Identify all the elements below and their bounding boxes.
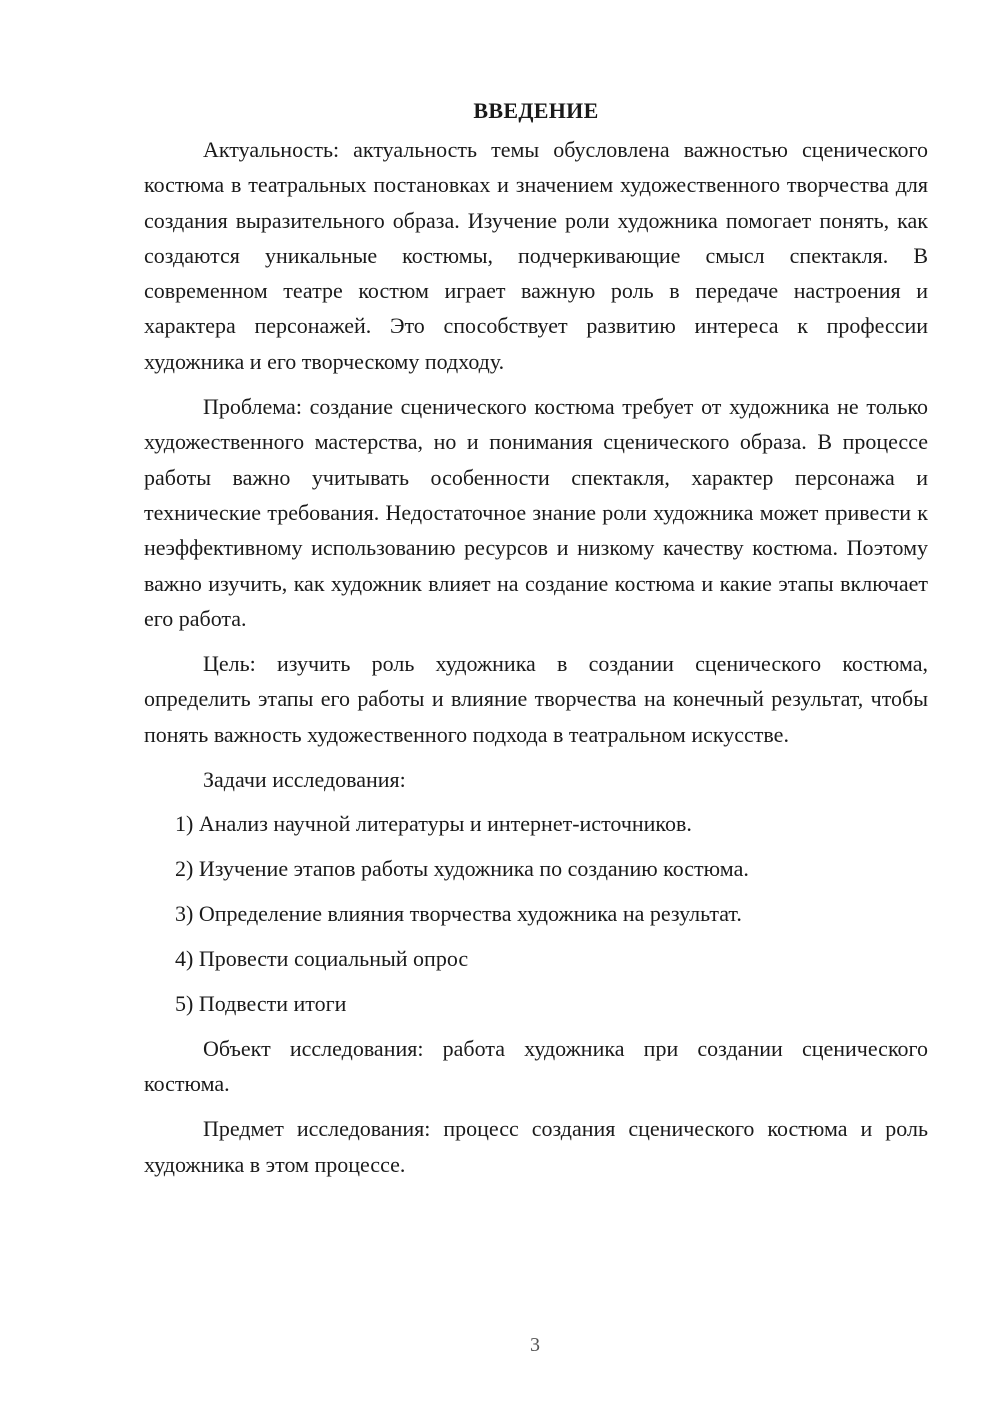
tasks-list [144, 806, 928, 1021]
subject-paragraph: Предмет исследования: процесс создания сценического костюма и роль художника в этом процессе. [144, 1116, 928, 1177]
list-item: 4) Провести социальный опрос [175, 946, 469, 972]
list-item: 5) Подвести итоги [175, 990, 347, 1016]
object-paragraph: Объект исследования: работа художника при создании сценического костюма. [144, 1035, 928, 1097]
goal-paragraph: Цель: изучить роль художника в создании сценического костюма, определить этапы его работы и влияние творчества на конечный результат, чтобы понять важность художественного подхода в театральном искусстве. [144, 651, 928, 747]
list-item: 2) Изучение этапов работы художника по созданию костюма. [175, 856, 749, 882]
page-number: 3 [530, 1334, 540, 1356]
list-item: 3) Определение влияния творчества художника на результат. [175, 901, 742, 927]
page-title: ВВЕДЕНИЕ [473, 98, 599, 123]
page-content [144, 96, 928, 1192]
relevance-paragraph: Актуальность: актуальность темы обусловлена важностью сценического костюма в театральных постановках и значением художественного творчества для создания выразительного образа. Изучение роли художника помогает понять, как создаются уникальные костюмы, подчеркивающие смысл спектакля. В современном театре костюм играет важную роль в передаче настроения и характера персонажей. Это способствует развитию интереса к профессии художника и его творческому подходу. [144, 137, 928, 374]
problem-paragraph: Проблема: создание сценического костюма требует от художника не только художественного мастерства, но и понимания сценического образа. В процессе работы важно учитывать особенности спектакля, характер персонажа и технические требования. Недостаточное знание роли художника может привести к неэффективному использованию ресурсов и низкому качеству костюма. Поэтому важно изучить, как художник влияет на создание костюма и какие этапы включает его работа. [144, 394, 928, 631]
list-item: 1) Анализ научной литературы и интернет-источников. [175, 811, 692, 837]
tasks-title: Задачи исследования: [203, 767, 406, 793]
